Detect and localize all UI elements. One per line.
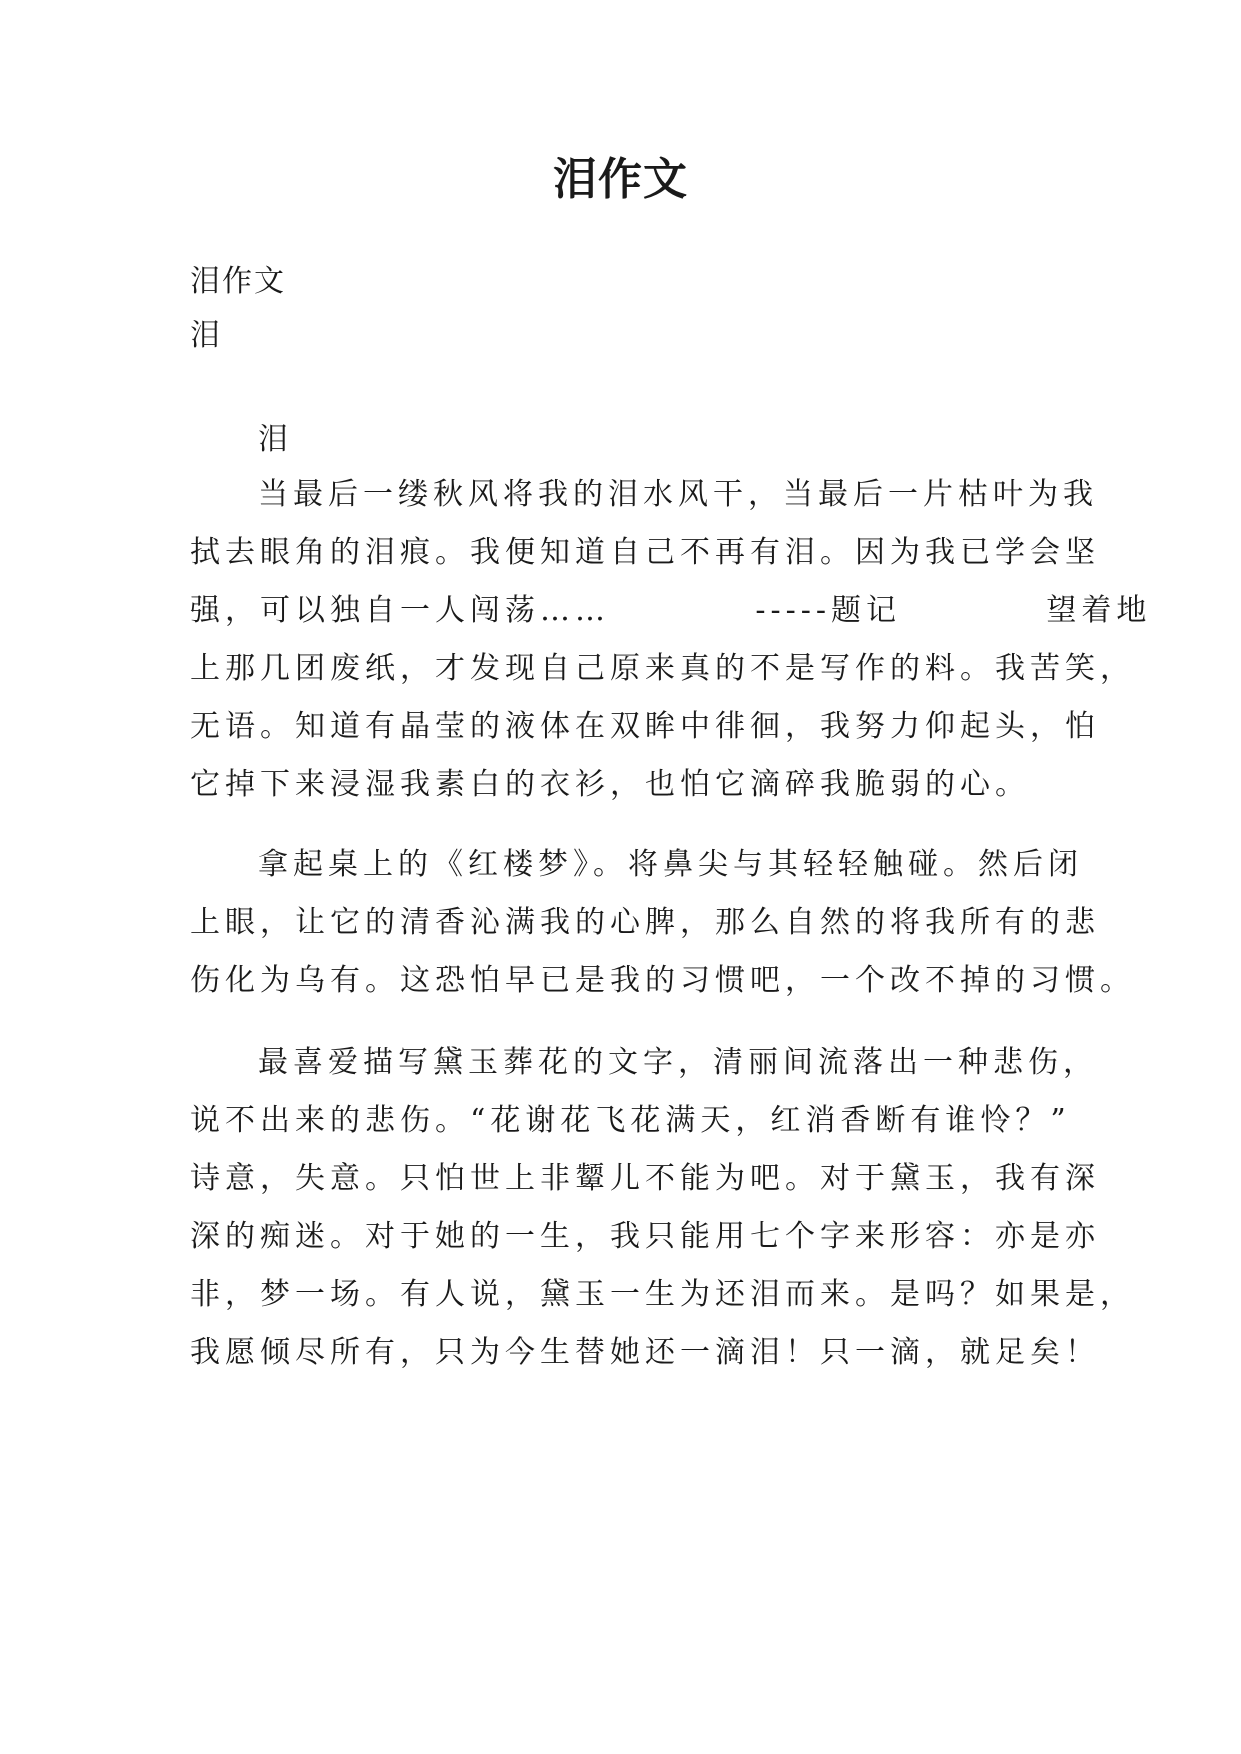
paragraph-line: 拭去眼角的泪痕。我便知道自己不再有泪。因为我已学会坚 bbox=[190, 535, 1100, 570]
document-subheading: 泪 bbox=[190, 318, 222, 353]
paragraph-line: 深的痴迷。对于她的一生，我只能用七个字来形容：亦是亦 bbox=[190, 1219, 1100, 1254]
document-title: 泪作文 bbox=[553, 154, 688, 205]
paragraph-line: 无语。知道有晶莹的液体在双眸中徘徊，我努力仰起头，怕 bbox=[190, 709, 1100, 744]
paragraph-line: 强，可以独自一人闯荡…… -----题记 望着地 bbox=[190, 593, 1152, 628]
paragraph-line: 它掉下来浸湿我素白的衣衫，也怕它滴碎我脆弱的心。 bbox=[190, 767, 1030, 802]
paragraph-2 bbox=[190, 836, 1135, 1010]
paragraph-3 bbox=[190, 1034, 1135, 1382]
paragraph-line: 非，梦一场。有人说，黛玉一生为还泪而来。是吗？如果是， bbox=[190, 1277, 1135, 1312]
paragraph-line: 上眼，让它的清香沁满我的心脾，那么自然的将我所有的悲 bbox=[190, 905, 1100, 940]
paragraph-line: 拿起桌上的《红楼梦》。将鼻尖与其轻轻触碰。然后闭 bbox=[258, 847, 1083, 882]
paragraph-line: 上那几团废纸，才发现自己原来真的不是写作的料。我苦笑， bbox=[190, 651, 1135, 686]
paragraph-line: 当最后一缕秋风将我的泪水风干，当最后一片枯叶为我 bbox=[258, 477, 1098, 512]
paragraph-1 bbox=[190, 466, 1152, 814]
paragraph-line: 伤化为乌有。这恐怕早已是我的习惯吧，一个改不掉的习惯。 bbox=[190, 963, 1135, 998]
paragraph-line: 诗意，失意。只怕世上非颦儿不能为吧。对于黛玉，我有深 bbox=[190, 1161, 1100, 1196]
document-subtitle: 泪作文 bbox=[190, 264, 286, 299]
paragraph-line: 说不出来的悲伤。“花谢花飞花满天，红消香断有谁怜？” bbox=[190, 1103, 1071, 1138]
paragraph-line: 最喜爱描写黛玉葬花的文字，清丽间流落出一种悲伤， bbox=[258, 1045, 1098, 1080]
section-heading: 泪 bbox=[258, 422, 290, 457]
paragraph-line: 我愿倾尽所有，只为今生替她还一滴泪！只一滴，就足矣！ bbox=[190, 1335, 1100, 1370]
